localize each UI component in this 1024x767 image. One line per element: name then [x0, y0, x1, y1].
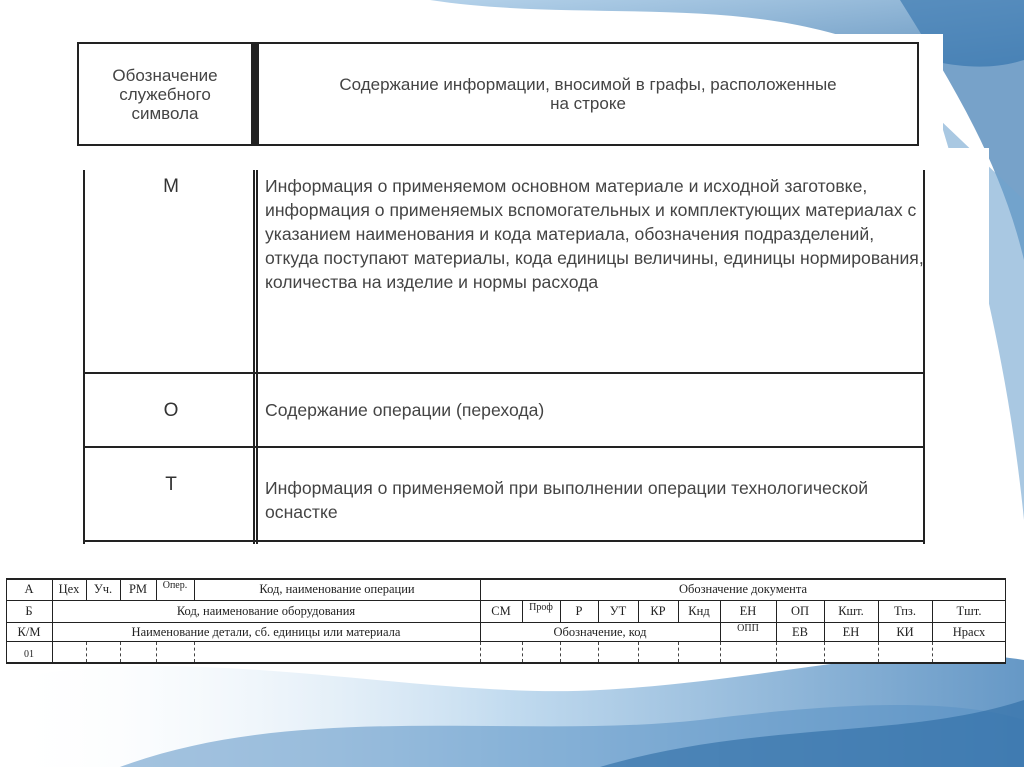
row-km-nrash: Нрасх — [952, 625, 986, 639]
dash-guide — [776, 642, 777, 662]
dash-guide — [932, 642, 933, 662]
row-01-label: 01 — [24, 649, 34, 660]
dash-guide — [86, 642, 87, 662]
dash-guide — [522, 642, 523, 662]
table-header — [67, 34, 943, 148]
row-b-prof: Проф — [529, 602, 553, 613]
row-km-label: К/М — [17, 625, 41, 639]
row-b-tsht: Тшт. — [956, 604, 982, 618]
dash-guide — [824, 642, 825, 662]
dash-guide — [720, 642, 721, 662]
header-symbol-text: Обозначение служебного символа — [112, 65, 218, 123]
dash-guide — [878, 642, 879, 662]
symbol-o: О — [163, 400, 179, 421]
row-km-en: ЕН — [842, 625, 860, 639]
row-km-ev: ЕВ — [792, 625, 808, 639]
form-row-line — [6, 622, 1006, 623]
row-o-text: Содержание операции (перехода) — [265, 400, 545, 420]
row-a-doc: Обозначение документа — [678, 582, 808, 596]
header-symbol-cell — [77, 42, 253, 146]
symbol-m: М — [163, 176, 179, 197]
row-km-opp: ОПП — [737, 623, 759, 634]
row-a-label: А — [24, 582, 34, 596]
row-b-label: Б — [25, 604, 33, 618]
row-b-sm: СМ — [491, 604, 511, 618]
dash-guide — [638, 642, 639, 662]
row-divider — [83, 372, 925, 374]
row-divider — [83, 540, 925, 542]
row-b-r: Р — [575, 604, 583, 618]
row-a-oper: Опер. — [162, 580, 188, 591]
dash-guide — [560, 642, 561, 662]
form-bottom-border — [6, 662, 1006, 664]
table-body — [67, 148, 989, 544]
dash-guide — [598, 642, 599, 662]
symbol-t: Т — [165, 474, 177, 495]
col-line — [52, 641, 53, 662]
dash-guide — [194, 642, 195, 662]
row-b-kod: Кнд — [688, 604, 710, 618]
dash-guide — [156, 642, 157, 662]
dash-guide — [480, 642, 481, 662]
row-m-text: Информация о применяемом основном материале и исходной заготовке, информация о применяемых вспомогательных и комплектующих материалах с указанием наименования и кода материала, обозначения подразделений, откуда поступают материалы, кода единицы величины, единицы нормирования, количества на изделие и нормы расхода — [265, 176, 924, 292]
dash-guide — [678, 642, 679, 662]
row-a-op-name: Код, наименование операции — [259, 582, 415, 596]
row-b-tpz: Тпз. — [894, 604, 916, 618]
row-b-equip: Код, наименование оборудования — [176, 604, 356, 618]
row-km-ki: КИ — [896, 625, 914, 639]
row-km-code: Обозначение, код — [553, 625, 647, 639]
row-divider — [83, 446, 925, 448]
row-a-rm: РМ — [128, 582, 148, 596]
row-km-part: Наименование детали, сб. единицы или материала — [131, 625, 401, 639]
row-b-ut: УТ — [609, 604, 627, 618]
row-a-ceh: Цех — [58, 582, 80, 596]
row-a-uch: Уч. — [93, 582, 113, 596]
route-card-form — [6, 578, 1006, 664]
form-row-line — [6, 600, 1006, 601]
row-b-kr: КР — [650, 604, 666, 618]
dash-guide — [120, 642, 121, 662]
row-b-ksht: Кшт. — [838, 604, 864, 618]
row-b-op: ОП — [790, 604, 810, 618]
header-content-text: Содержание информации, вносимой в графы, расположенные на строке — [339, 75, 837, 113]
row-b-en: ЕН — [739, 604, 757, 618]
row-t-text: Информация о применяемой при выполнении операции технологической оснастке — [265, 478, 869, 522]
header-content-cell — [257, 42, 919, 146]
